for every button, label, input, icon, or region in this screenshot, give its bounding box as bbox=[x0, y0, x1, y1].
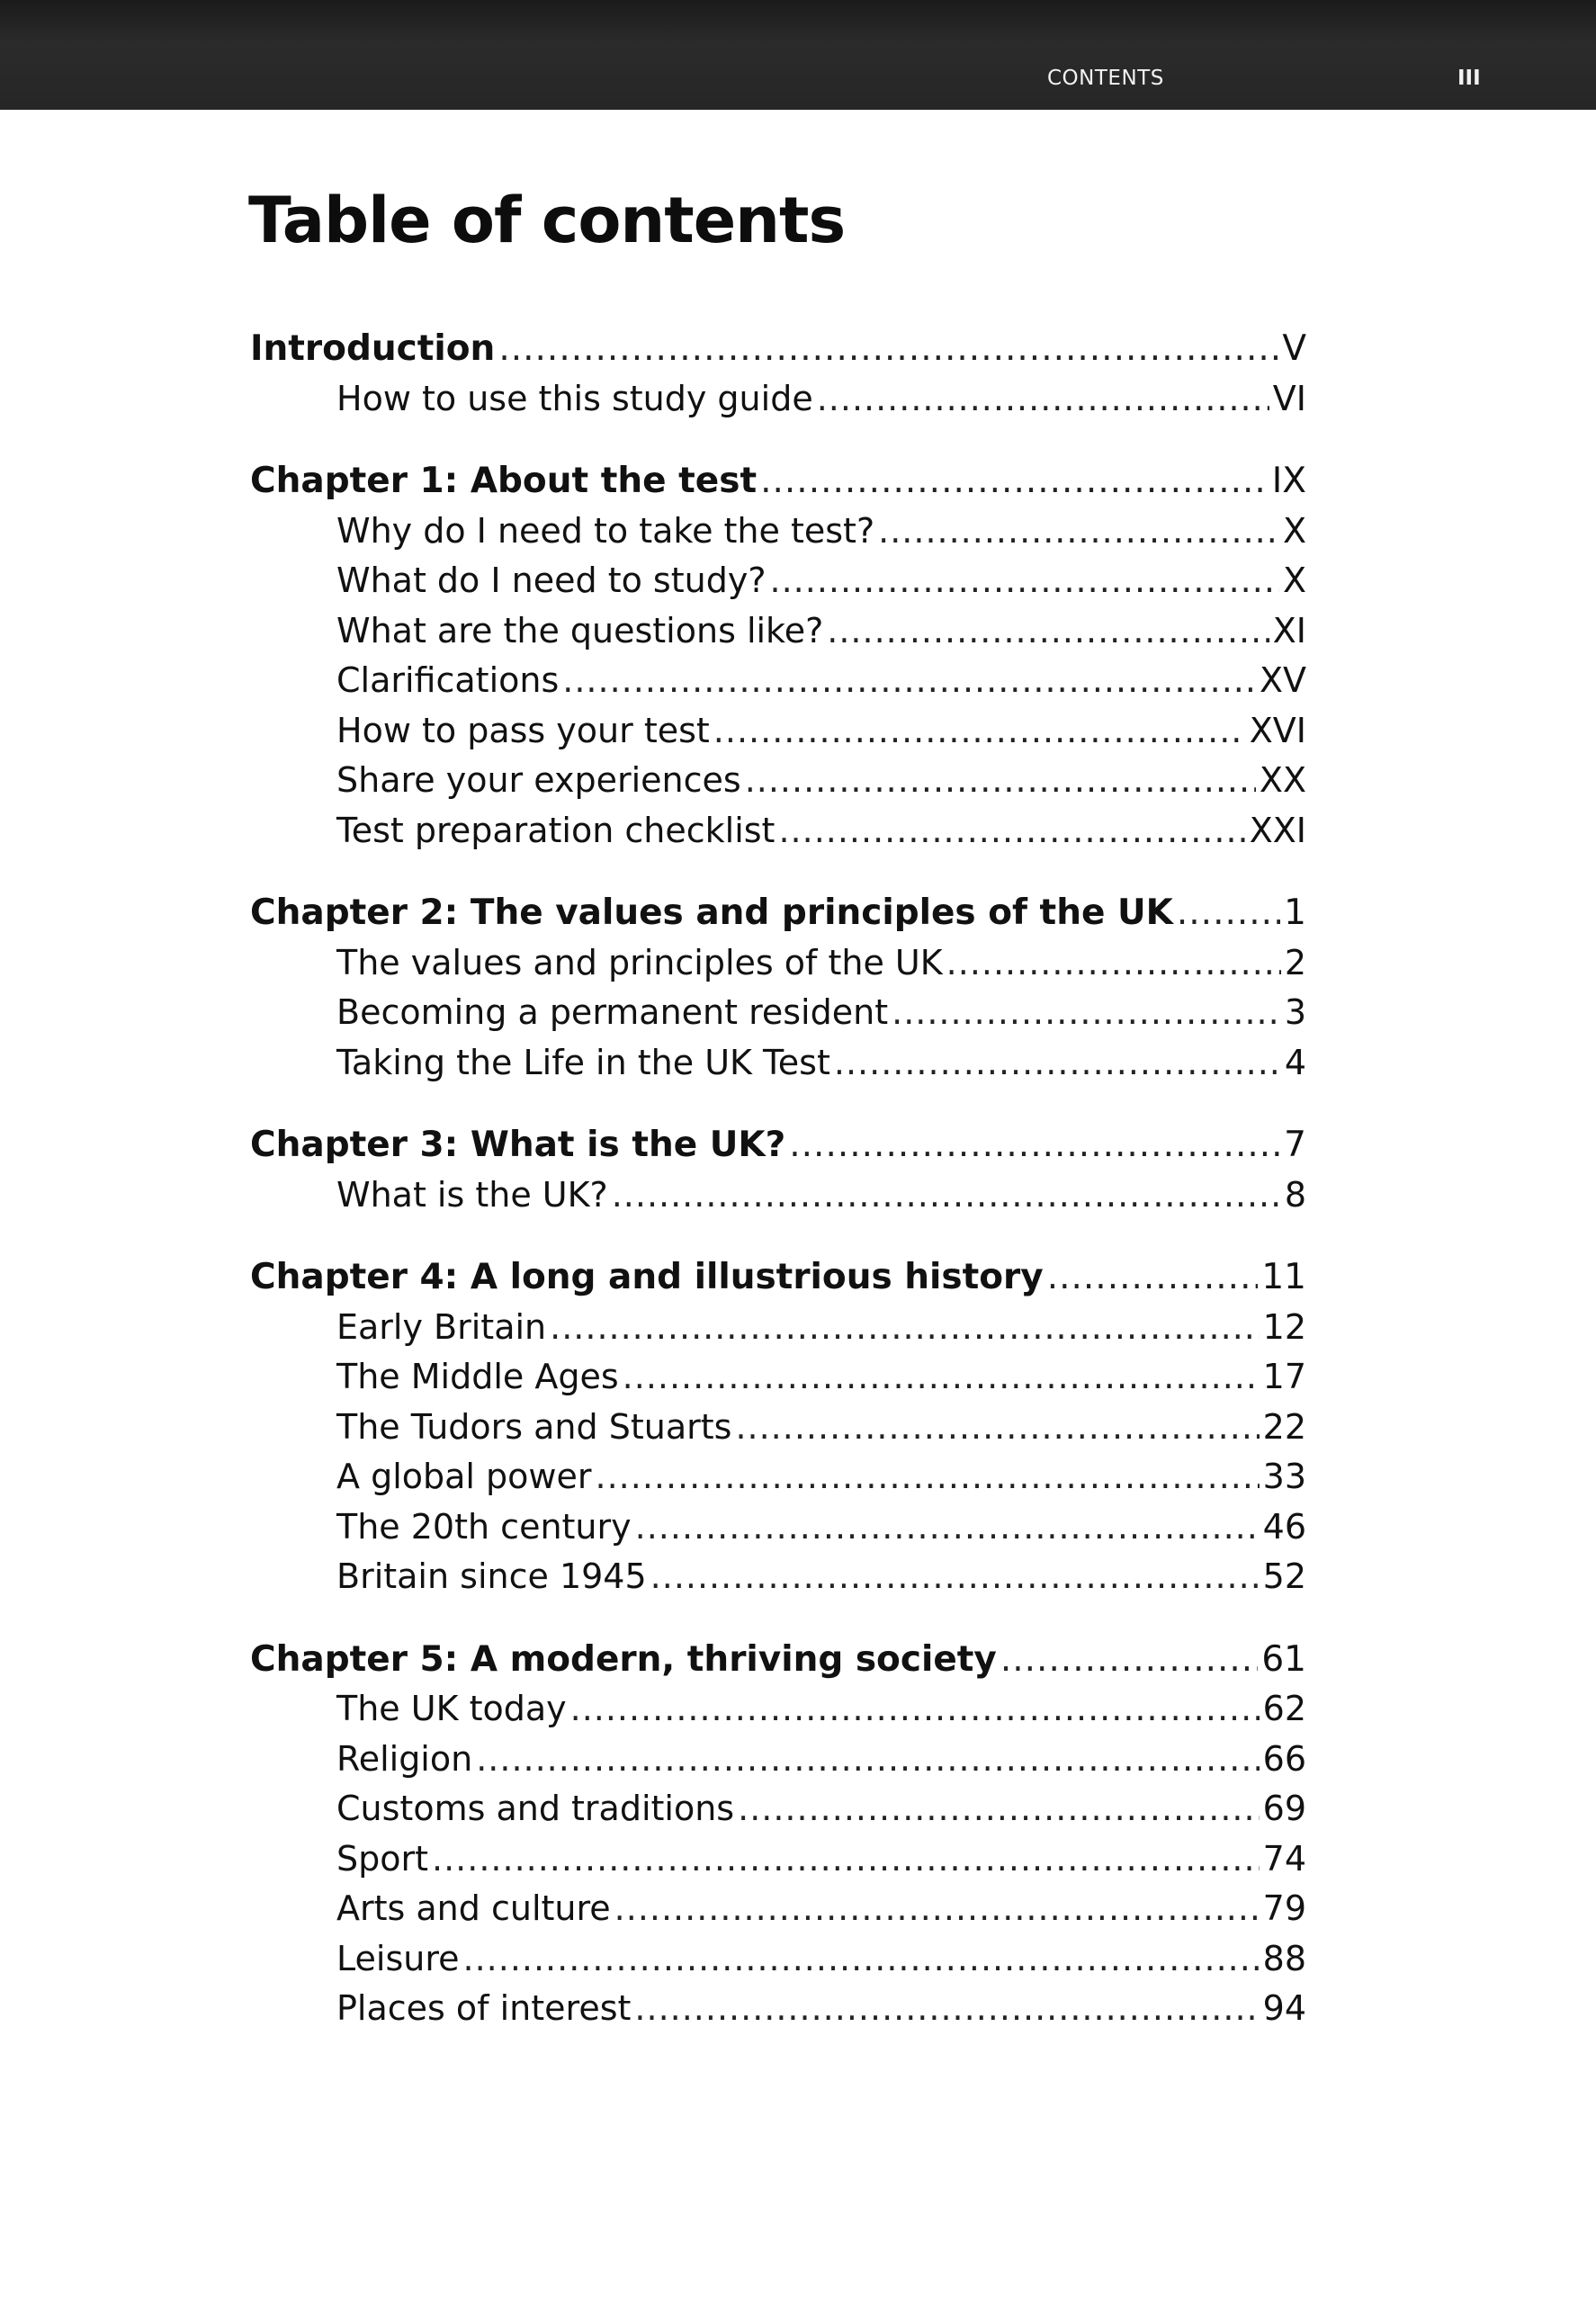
dot-leader bbox=[1177, 888, 1280, 938]
toc-page-number: XXI bbox=[1249, 810, 1306, 850]
toc-subentry[interactable] bbox=[250, 1834, 1306, 1885]
dot-leader bbox=[745, 756, 1256, 806]
toc-subentry-title: Becoming a permanent resident bbox=[336, 992, 889, 1032]
toc-page-number: IX bbox=[1271, 461, 1306, 501]
toc-chapter-entry[interactable] bbox=[250, 456, 1306, 507]
toc-subentry[interactable] bbox=[250, 1784, 1306, 1834]
dot-leader bbox=[570, 1684, 1260, 1735]
toc-page-number: 3 bbox=[1284, 992, 1306, 1032]
toc-subentry[interactable] bbox=[250, 756, 1306, 806]
toc-subentry-title: The Middle Ages bbox=[336, 1357, 619, 1396]
toc-subentry-title: How to pass your test bbox=[336, 710, 710, 750]
toc-subentry[interactable] bbox=[250, 1038, 1306, 1089]
toc-page-number: XVI bbox=[1249, 710, 1306, 750]
toc-page-number: 62 bbox=[1262, 1689, 1306, 1728]
toc-subentry[interactable] bbox=[250, 1934, 1306, 1985]
toc-subentry-title: Clarifications bbox=[336, 660, 560, 700]
toc-page-number: 33 bbox=[1262, 1457, 1306, 1496]
dot-leader bbox=[713, 706, 1246, 757]
toc-subentry-title: The values and principles of the UK bbox=[336, 942, 943, 982]
toc-subentry[interactable] bbox=[250, 1403, 1306, 1453]
toc-section-chapter-1 bbox=[250, 456, 1306, 856]
page-title: Table of contents bbox=[248, 184, 846, 257]
toc-page-number: 4 bbox=[1284, 1042, 1306, 1082]
toc-subentry[interactable] bbox=[250, 556, 1306, 606]
dot-leader bbox=[946, 938, 1281, 989]
dot-leader bbox=[770, 556, 1279, 606]
toc-page-number: 52 bbox=[1262, 1556, 1306, 1596]
toc-subentry-title: Britain since 1945 bbox=[336, 1556, 647, 1596]
toc-subentry-title: Customs and traditions bbox=[336, 1789, 735, 1828]
toc-subentry-title: The UK today bbox=[336, 1689, 567, 1728]
toc-section-chapter-3 bbox=[250, 1120, 1306, 1220]
toc-subentry-title: What are the questions like? bbox=[336, 610, 824, 650]
running-header bbox=[0, 0, 1596, 110]
toc-subentry-title: What is the UK? bbox=[336, 1174, 608, 1215]
toc-subentry[interactable] bbox=[250, 1352, 1306, 1403]
toc-subentry-title: A global power bbox=[336, 1457, 592, 1496]
toc-page-number: XX bbox=[1259, 760, 1306, 800]
header-section-label: CONTENTS bbox=[1047, 67, 1164, 90]
dot-leader bbox=[498, 324, 1278, 374]
dot-leader bbox=[878, 507, 1279, 557]
header-page-number: III bbox=[1457, 67, 1481, 90]
toc-subentry[interactable] bbox=[250, 1884, 1306, 1934]
toc-page-number: VI bbox=[1272, 378, 1306, 418]
toc-subentry[interactable] bbox=[250, 1984, 1306, 2034]
toc-page-number: 12 bbox=[1262, 1306, 1306, 1347]
toc-section-chapter-2 bbox=[250, 888, 1306, 1088]
toc-subentry[interactable] bbox=[250, 938, 1306, 989]
toc-chapter-entry[interactable] bbox=[250, 1120, 1306, 1170]
toc-section-introduction bbox=[250, 324, 1306, 424]
toc-page-number: 2 bbox=[1284, 942, 1306, 982]
toc-subentry[interactable] bbox=[250, 988, 1306, 1038]
toc-subentry-title: Why do I need to take the test? bbox=[336, 510, 875, 551]
dot-leader bbox=[432, 1834, 1260, 1885]
toc-subentry[interactable] bbox=[250, 374, 1306, 425]
toc-subentry[interactable] bbox=[250, 1452, 1306, 1502]
toc-page-number: XV bbox=[1259, 660, 1306, 700]
toc-subentry[interactable] bbox=[250, 806, 1306, 857]
table-of-contents bbox=[250, 324, 1306, 2067]
toc-subentry[interactable] bbox=[250, 1502, 1306, 1553]
dot-leader bbox=[463, 1934, 1260, 1985]
toc-subentry-title: Taking the Life in the UK Test bbox=[336, 1042, 830, 1082]
toc-page-number: X bbox=[1282, 561, 1306, 600]
dot-leader bbox=[1047, 1252, 1259, 1303]
toc-subentry[interactable] bbox=[250, 706, 1306, 757]
toc-subentry-title: Religion bbox=[336, 1738, 473, 1779]
toc-subentry-title: Arts and culture bbox=[336, 1888, 611, 1928]
dot-leader bbox=[817, 374, 1269, 425]
toc-page-number: 17 bbox=[1262, 1357, 1306, 1396]
dot-leader bbox=[596, 1452, 1260, 1502]
dot-leader bbox=[735, 1403, 1259, 1453]
toc-subentry-title: Leisure bbox=[336, 1938, 460, 1978]
toc-subentry[interactable] bbox=[250, 656, 1306, 706]
toc-page-number: 11 bbox=[1261, 1257, 1306, 1297]
toc-subentry-title: The 20th century bbox=[336, 1506, 632, 1547]
dot-leader bbox=[1000, 1635, 1259, 1685]
toc-chapter-title: Chapter 1: About the test bbox=[250, 461, 758, 501]
dot-leader bbox=[778, 806, 1245, 857]
toc-page-number: X bbox=[1282, 510, 1306, 551]
dot-leader bbox=[650, 1552, 1260, 1602]
toc-chapter-title: Introduction bbox=[250, 328, 496, 369]
dot-leader bbox=[827, 606, 1269, 657]
toc-chapter-title: Chapter 3: What is the UK? bbox=[250, 1125, 786, 1165]
toc-chapter-entry[interactable] bbox=[250, 1252, 1306, 1303]
dot-leader bbox=[760, 456, 1269, 507]
toc-chapter-title: Chapter 5: A modern, thriving society bbox=[250, 1638, 997, 1680]
toc-chapter-entry[interactable] bbox=[250, 324, 1306, 374]
dot-leader bbox=[562, 656, 1256, 706]
toc-subentry-title: Sport bbox=[336, 1838, 429, 1879]
dot-leader bbox=[634, 1984, 1259, 2034]
toc-subentry-title: What do I need to study? bbox=[336, 561, 767, 600]
toc-page-number: 7 bbox=[1284, 1125, 1306, 1165]
toc-subentry-title: The Tudors and Stuarts bbox=[336, 1406, 732, 1447]
toc-chapter-entry[interactable] bbox=[250, 1635, 1306, 1685]
toc-section-chapter-5 bbox=[250, 1635, 1306, 2034]
toc-chapter-entry[interactable] bbox=[250, 888, 1306, 938]
dot-leader bbox=[635, 1502, 1260, 1553]
toc-chapter-title: Chapter 2: The values and principles of the UK bbox=[250, 892, 1173, 933]
dot-leader bbox=[834, 1038, 1281, 1089]
toc-subentry-title: Places of interest bbox=[336, 1988, 632, 2028]
dot-leader bbox=[738, 1784, 1260, 1834]
toc-section-chapter-4 bbox=[250, 1252, 1306, 1602]
toc-page-number: XI bbox=[1272, 610, 1306, 650]
toc-subentry-title: Share your experiences bbox=[336, 760, 741, 800]
toc-page-number: 69 bbox=[1262, 1789, 1306, 1828]
toc-subentry[interactable] bbox=[250, 507, 1306, 557]
toc-subentry[interactable] bbox=[250, 1684, 1306, 1735]
dot-leader bbox=[789, 1120, 1280, 1170]
toc-subentry-title: How to use this study guide bbox=[336, 378, 813, 418]
dot-leader bbox=[476, 1735, 1259, 1785]
toc-page-number: 79 bbox=[1262, 1888, 1306, 1928]
toc-subentry[interactable] bbox=[250, 1303, 1306, 1353]
toc-page-number: 8 bbox=[1284, 1174, 1306, 1215]
dot-leader bbox=[623, 1352, 1260, 1403]
toc-page-number: V bbox=[1282, 328, 1306, 369]
toc-subentry[interactable] bbox=[250, 1170, 1306, 1221]
toc-page-number: 61 bbox=[1261, 1638, 1306, 1680]
toc-chapter-title: Chapter 4: A long and illustrious history bbox=[250, 1257, 1044, 1297]
toc-subentry-title: Test preparation checklist bbox=[336, 810, 776, 850]
toc-subentry[interactable] bbox=[250, 1735, 1306, 1785]
toc-page-number: 22 bbox=[1262, 1406, 1306, 1447]
dot-leader bbox=[614, 1884, 1260, 1934]
toc-page-number: 88 bbox=[1262, 1938, 1306, 1978]
toc-page-number: 1 bbox=[1284, 892, 1306, 933]
dot-leader bbox=[612, 1170, 1281, 1221]
toc-subentry[interactable] bbox=[250, 606, 1306, 657]
dot-leader bbox=[892, 988, 1281, 1038]
toc-page-number: 46 bbox=[1262, 1506, 1306, 1547]
toc-subentry-title: Early Britain bbox=[336, 1306, 547, 1347]
toc-page-number: 74 bbox=[1262, 1838, 1306, 1879]
toc-page-number: 94 bbox=[1262, 1988, 1306, 2028]
dot-leader bbox=[550, 1303, 1260, 1353]
toc-subentry[interactable] bbox=[250, 1552, 1306, 1602]
toc-page-number: 66 bbox=[1262, 1738, 1306, 1779]
